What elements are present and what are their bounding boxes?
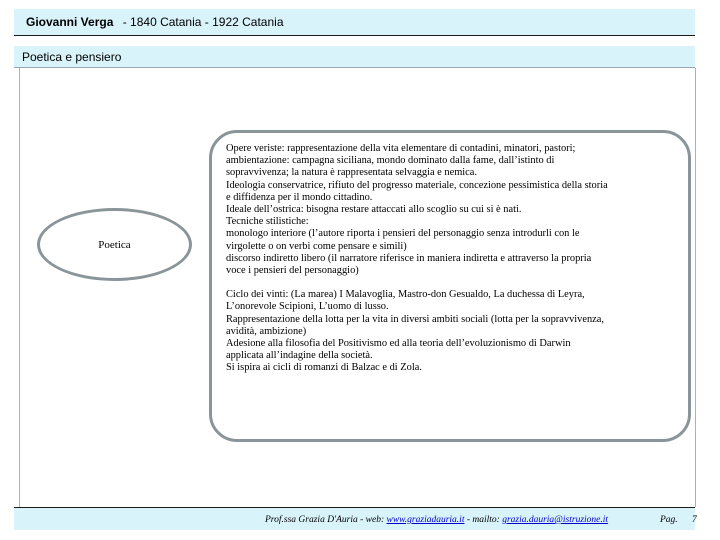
text-line: virgolette o on verbi come pensare e simili): [226, 240, 407, 252]
section-title: Poetica e pensiero: [22, 50, 122, 64]
author-name: Giovanni Verga: [26, 15, 114, 29]
text-line: ambientazione: campagna siciliana, mondo dominato dalla fame, dall’istinto di: [226, 155, 555, 167]
mail-link[interactable]: grazia.dauria@istruzione.it: [502, 515, 609, 525]
text-line: Opere veriste: rappresentazione della vita elementare di contadini, minatori, pastori;: [226, 143, 576, 154]
paragraph-gap: [226, 277, 674, 289]
text-line: e diffidenza per il mondo cittadino.: [226, 191, 373, 203]
text-line: voce i pensieri del personaggio): [226, 265, 359, 277]
text-line: L’onorevole Scipioni, L’uomo di lusso.: [226, 301, 389, 313]
text-line: Adesione alla filosofia del Positivismo ed alla teoria dell’evoluzionismo di Darwin: [226, 338, 571, 350]
footer-credits: [265, 515, 608, 525]
author-dates: - 1840 Catania - 1922 Catania: [122, 15, 284, 29]
page-label: Pag.: [660, 515, 678, 525]
poetica-node: [37, 208, 192, 281]
description-box: [209, 130, 691, 442]
text-line: Ciclo dei vinti: (La marea) I Malavoglia, Mastro-don Gesualdo, La duchessa di Leyra,: [226, 289, 585, 301]
text-line: sopravvivenza; la natura è rappresentata selvaggia e nemica.: [226, 167, 477, 179]
footer-mail-prefix: - mailto:: [464, 515, 503, 525]
text-line: monologo interiore (l’autore riporta i pensieri del personaggio senza introdurli con le: [226, 228, 580, 240]
web-link[interactable]: www.graziadauria.it: [386, 515, 465, 525]
text-line: Tecniche stilistiche:: [226, 216, 309, 228]
title-bar: [14, 9, 695, 36]
text-line: Ideale dell’ostrica: bisogna restare attaccati allo scoglio su cui si è nati.: [226, 204, 522, 216]
page-number: 7: [692, 515, 697, 525]
footer-author: Prof.ssa Grazia D'Auria - web:: [265, 515, 387, 525]
text-line: discorso indiretto libero (il narratore riferisce in maniera indiretta e attraverso la propria: [226, 252, 592, 264]
paragraph-verismo: [226, 143, 674, 277]
text-line: avidità, ambizione): [226, 325, 307, 337]
text-line: Si ispira ai cicli di romanzi di Balzac e di Zola.: [226, 362, 422, 374]
paragraph-ciclo-dei-vinti: [226, 289, 674, 374]
text-line: Ideologia conservatrice, rifiuto del progresso materiale, concezione pessimistica della storia: [226, 179, 608, 191]
text-line: applicata all’indagine della società.: [226, 350, 373, 362]
section-title-bar: [14, 46, 695, 68]
poetica-node-label: Poetica: [98, 238, 131, 251]
text-line: Rappresentazione della lotta per la vita in diversi ambiti sociali (lotta per la sopravvivenza,: [226, 313, 604, 325]
